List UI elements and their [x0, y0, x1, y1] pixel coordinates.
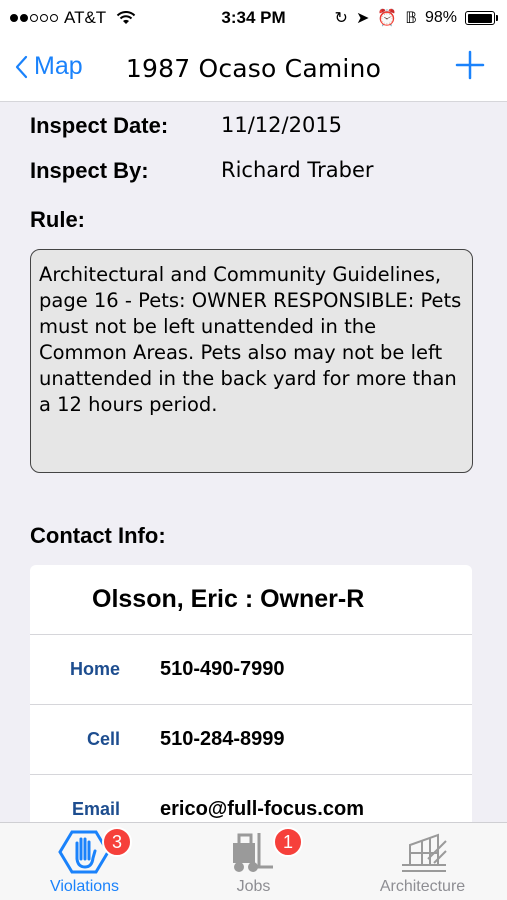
contact-info-label: Contact Info:	[30, 523, 166, 548]
tab-bar	[0, 822, 507, 900]
inspect-date-row	[30, 113, 342, 139]
tab-jobs[interactable]	[169, 823, 338, 900]
signal-strength-icon	[10, 14, 58, 22]
forklift-icon	[225, 829, 277, 875]
contact-row-cell[interactable]	[30, 705, 472, 775]
inspect-date-value: 11/12/2015	[221, 113, 343, 137]
violations-badge: 3	[102, 827, 132, 857]
add-button[interactable]	[455, 50, 485, 83]
alarm-icon: ⏰	[377, 10, 398, 27]
contact-value: 510-284-8999	[160, 728, 285, 750]
status-right	[335, 8, 495, 28]
blueprint-icon	[398, 829, 450, 875]
contact-type-label: Cell	[86, 729, 120, 749]
back-button-label: Map	[34, 52, 83, 80]
plus-icon	[455, 50, 485, 80]
battery-icon	[465, 11, 495, 25]
bluetooth-icon: 𝔹	[405, 10, 417, 27]
tab-architecture[interactable]	[338, 823, 507, 900]
contact-type-label: Email	[71, 799, 120, 819]
inspect-by-value: Richard Traber	[221, 158, 374, 182]
rule-text-box[interactable]: Architectural and Community Guidelines, page 16 - Pets: OWNER RESPONSIBLE: Pets must not be left unattended in the Common Areas. Pets also may not be left unattended in the back yard for more than a 12 hours period.	[30, 249, 473, 473]
contact-type-label: Home	[69, 659, 120, 679]
orientation-lock-icon: ↻	[334, 10, 348, 27]
rule-label: Rule:	[30, 207, 85, 232]
battery-percent: 98%	[424, 9, 457, 26]
contact-value: 510-490-7990	[160, 658, 285, 680]
carrier-label: AT&T	[64, 8, 107, 27]
tab-violations[interactable]	[0, 823, 169, 900]
jobs-badge: 1	[273, 827, 303, 857]
inspect-by-row	[30, 158, 374, 184]
battery-fill	[468, 14, 493, 23]
wifi-icon	[116, 11, 136, 25]
tab-label: Architecture	[379, 878, 466, 895]
inspect-date-label: Inspect Date:	[30, 113, 169, 138]
status-time: 3:34 PM	[221, 8, 286, 27]
contact-name: Olsson, Eric : Owner-R	[30, 565, 472, 635]
location-arrow-icon: ➤	[355, 10, 370, 27]
violation-detail[interactable]	[0, 103, 507, 823]
contact-card	[30, 565, 472, 823]
contact-value: erico@full-focus.com	[160, 798, 364, 820]
contact-row-email[interactable]	[30, 775, 472, 823]
navigation-bar	[0, 36, 507, 102]
contact-row-home[interactable]	[30, 635, 472, 705]
tab-label: Jobs	[236, 878, 271, 895]
tab-label: Violations	[49, 878, 120, 895]
page-title: 1987 Ocaso Camino	[125, 54, 382, 83]
inspect-by-label: Inspect By:	[30, 158, 149, 183]
status-bar	[0, 0, 507, 36]
status-left	[10, 8, 136, 28]
